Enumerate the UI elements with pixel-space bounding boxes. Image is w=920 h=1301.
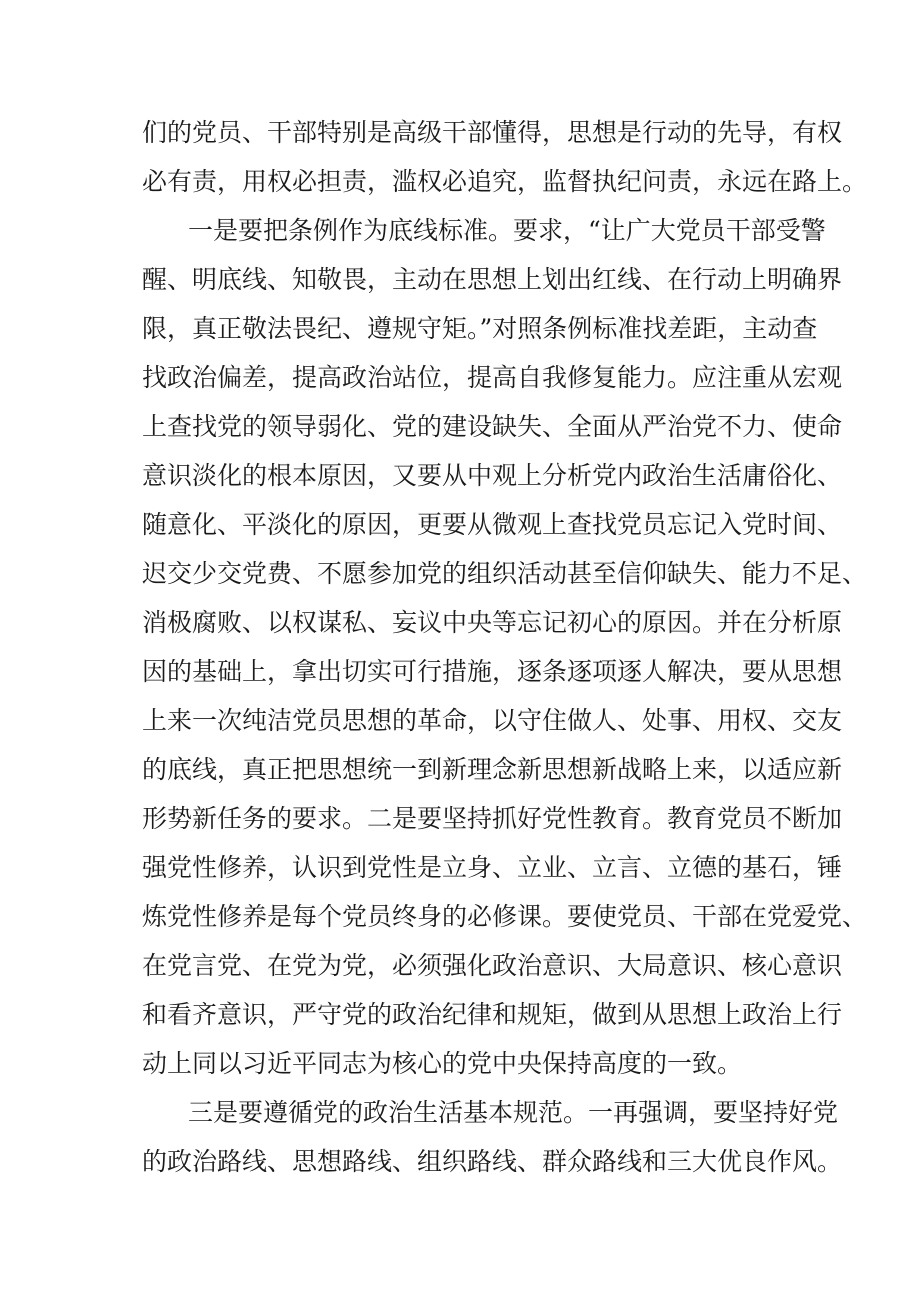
text-line: 炼党性修养是每个党员终身的必修课。要使党员、干部在党爱党、 [142, 902, 868, 931]
text-line: 在党言党、在党为党，必须强化政治意识、大局意识、核心意识 [142, 951, 843, 980]
text-line: 动上同以习近平同志为核心的党中央保持高度的一致。 [142, 1049, 743, 1078]
text-line: 的底线，真正把思想统一到新理念新思想新战略上来，以适应新 [142, 755, 843, 784]
text-line: 迟交少交党费、不愿参加党的组织活动甚至信仰缺失、能力不足、 [142, 559, 868, 588]
text-line: 因的基础上，拿出切实可行措施，逐条逐项逐人解决，要从思想 [142, 657, 843, 686]
paragraph-start-line: 一是要把条例作为底线标准。要求，“让广大党员干部受警 [188, 216, 826, 245]
text-line: 和看齐意识，严守党的政治纪律和规矩，做到从思想上政治上行 [142, 1000, 843, 1029]
text-line: 找政治偏差，提高政治站位，提高自我修复能力。应注重从宏观 [142, 363, 843, 392]
text-line: 随意化、平淡化的原因，更要从微观上查找党员忘记入党时间、 [142, 510, 843, 539]
text-line: 上查找党的领导弱化、党的建设缺失、全面从严治党不力、使命 [142, 412, 843, 441]
paragraph-start-line: 三是要遵循党的政治生活基本规范。一再强调，要坚持好党 [188, 1098, 839, 1127]
text-line: 必有责，用权必担责，滥权必追究，监督执纪问责，永远在路上。 [142, 167, 868, 196]
text-line: 的政治路线、思想路线、组织路线、群众路线和三大优良作风。 [142, 1147, 843, 1176]
text-line: 限，真正敬法畏纪、遵规守矩。”对照条例标准找差距，主动查 [142, 314, 818, 343]
text-line: 上来一次纯洁党员思想的革命，以守住做人、处事、用权、交友 [142, 706, 843, 735]
text-line: 形势新任务的要求。二是要坚持抓好党性教育。教育党员不断加 [142, 804, 843, 833]
text-line: 意识淡化的根本原因，又要从中观上分析党内政治生活庸俗化、 [142, 461, 843, 490]
text-line: 强党性修养，认识到党性是立身、立业、立言、立德的基石，锤 [142, 853, 843, 882]
text-line: 们的党员、干部特别是高级干部懂得，思想是行动的先导，有权 [142, 118, 843, 147]
text-line: 醒、明底线、知敬畏，主动在思想上划出红线、在行动上明确界 [142, 265, 843, 294]
text-line: 消极腐败、以权谋私、妄议中央等忘记初心的原因。并在分析原 [142, 608, 843, 637]
